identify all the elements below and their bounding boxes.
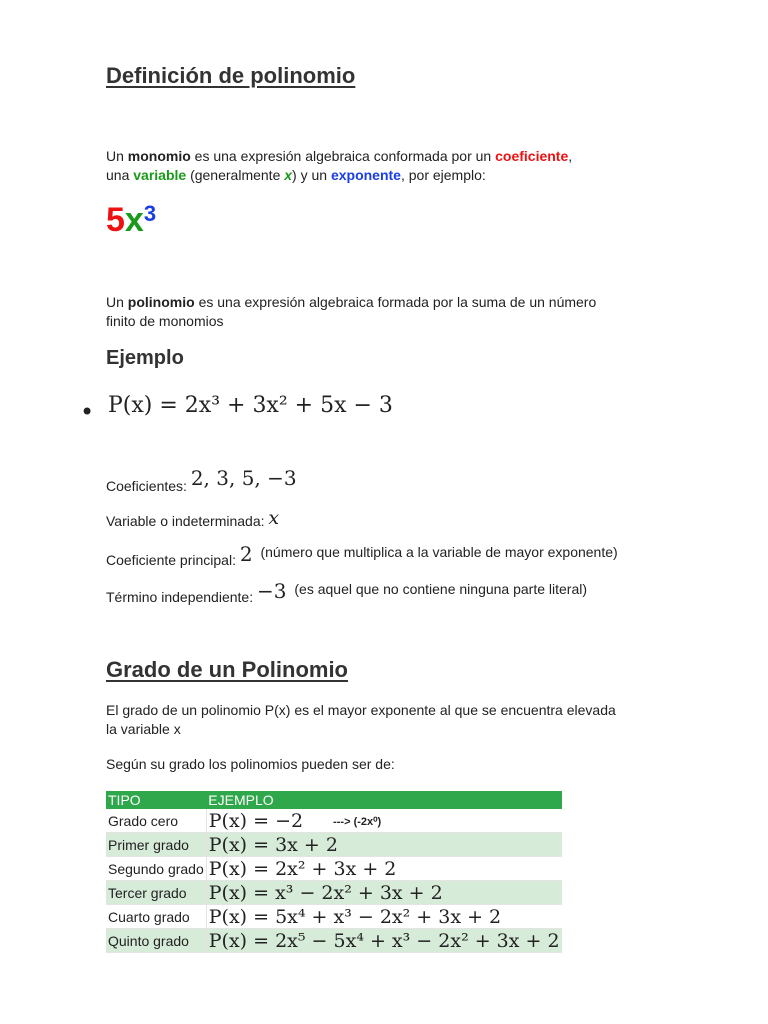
principal-note: (número que multiplica a la variable de mayor exponente) bbox=[260, 544, 618, 560]
polinomio-line-1 bbox=[106, 293, 666, 312]
text: una bbox=[106, 167, 134, 183]
ejemplo-heading: Ejemplo bbox=[106, 347, 184, 369]
table-header-row bbox=[106, 791, 562, 809]
text: ) y un bbox=[292, 167, 331, 183]
variable-value: x bbox=[268, 507, 280, 529]
row-tipo: Primer grado bbox=[106, 833, 206, 857]
independiente-label: Término independiente: bbox=[106, 589, 257, 605]
table-row bbox=[106, 833, 562, 857]
monomio-example bbox=[106, 203, 156, 237]
example-coef: 5 bbox=[106, 201, 125, 239]
grado-line-2: la variable x bbox=[106, 721, 181, 737]
row-note: ---> (-2x⁰) bbox=[333, 816, 382, 828]
table-row bbox=[106, 857, 562, 881]
variable-term: variable bbox=[133, 167, 187, 183]
text: , por ejemplo: bbox=[400, 167, 486, 183]
row-equation: P(x) = 2x² + 3x + 2 bbox=[206, 857, 561, 881]
header-ejemplo: EJEMPLO bbox=[206, 791, 561, 809]
example-var: x bbox=[124, 201, 144, 239]
table-row bbox=[106, 905, 562, 929]
coeficiente-term: coeficiente bbox=[495, 148, 569, 164]
text: es una expresión algebraica conformada por un bbox=[190, 148, 496, 164]
text: (generalmente bbox=[186, 167, 285, 183]
text: Un bbox=[106, 294, 128, 310]
text: Un bbox=[106, 148, 128, 164]
row-equation: P(x) = 5x⁴ + x³ − 2x² + 3x + 2 bbox=[206, 905, 561, 929]
text: , bbox=[568, 148, 573, 164]
grado-definition bbox=[106, 701, 686, 739]
bullet-icon: • bbox=[80, 398, 95, 426]
row-equation: P(x) = x³ − 2x² + 3x + 2 bbox=[206, 881, 561, 905]
row-equation: P(x) = 2x⁵ − 5x⁴ + x³ − 2x² + 3x + 2 bbox=[206, 929, 561, 953]
equation-text: P(x) = −2 bbox=[208, 809, 304, 832]
monomio-definition bbox=[106, 147, 666, 185]
exponente-term: exponente bbox=[330, 167, 401, 183]
table-row bbox=[106, 881, 562, 905]
example-exp: 3 bbox=[143, 201, 157, 226]
coeficientes-line bbox=[106, 466, 297, 496]
monomio-line-1 bbox=[106, 147, 666, 166]
row-tipo: Quinto grado bbox=[106, 929, 206, 953]
independiente-value: −3 bbox=[257, 579, 287, 603]
monomio-term: monomio bbox=[127, 148, 191, 164]
header-tipo: TIPO bbox=[106, 791, 206, 809]
section-title-grado: Grado de un Polinomio bbox=[106, 657, 348, 682]
independiente-note: (es aquel que no contiene ninguna parte literal) bbox=[294, 581, 588, 597]
grado-intro: Según su grado los polinomios pueden ser de: bbox=[106, 756, 395, 772]
monomio-line-2 bbox=[106, 166, 666, 185]
grado-line-1: El grado de un polinomio P(x) es el mayor exponente al que se encuentra elevada bbox=[106, 702, 616, 718]
principal-line bbox=[106, 543, 618, 570]
variable-label: Variable o indeterminada: bbox=[106, 513, 269, 529]
coeficientes-value: 2, 3, 5, −3 bbox=[190, 466, 297, 490]
table-row bbox=[106, 929, 562, 953]
polinomio-line-2: finito de monomios bbox=[106, 313, 224, 329]
row-tipo: Cuarto grado bbox=[106, 905, 206, 929]
page-title: Definición de polinomio bbox=[106, 63, 356, 88]
principal-value: 2 bbox=[239, 542, 253, 566]
coeficientes-label: Coeficientes: bbox=[106, 478, 191, 494]
x-term: x bbox=[284, 167, 293, 183]
grado-table bbox=[106, 791, 562, 953]
independiente-line bbox=[106, 580, 587, 607]
variable-line bbox=[106, 509, 279, 531]
row-equation: P(x) = 3x + 2 bbox=[206, 833, 561, 857]
row-equation bbox=[206, 809, 561, 833]
row-tipo: Tercer grado bbox=[106, 881, 206, 905]
row-tipo: Segundo grado bbox=[106, 857, 206, 881]
principal-label: Coeficiente principal: bbox=[106, 552, 240, 568]
polinomio-definition bbox=[106, 293, 666, 331]
text: es una expresión algebraica formada por la suma de un número bbox=[194, 294, 597, 310]
row-tipo: Grado cero bbox=[106, 809, 206, 833]
example-equation: P(x) = 2x³ + 3x² + 5x − 3 bbox=[108, 393, 393, 418]
polinomio-term: polinomio bbox=[127, 294, 195, 310]
table-row bbox=[106, 809, 562, 833]
